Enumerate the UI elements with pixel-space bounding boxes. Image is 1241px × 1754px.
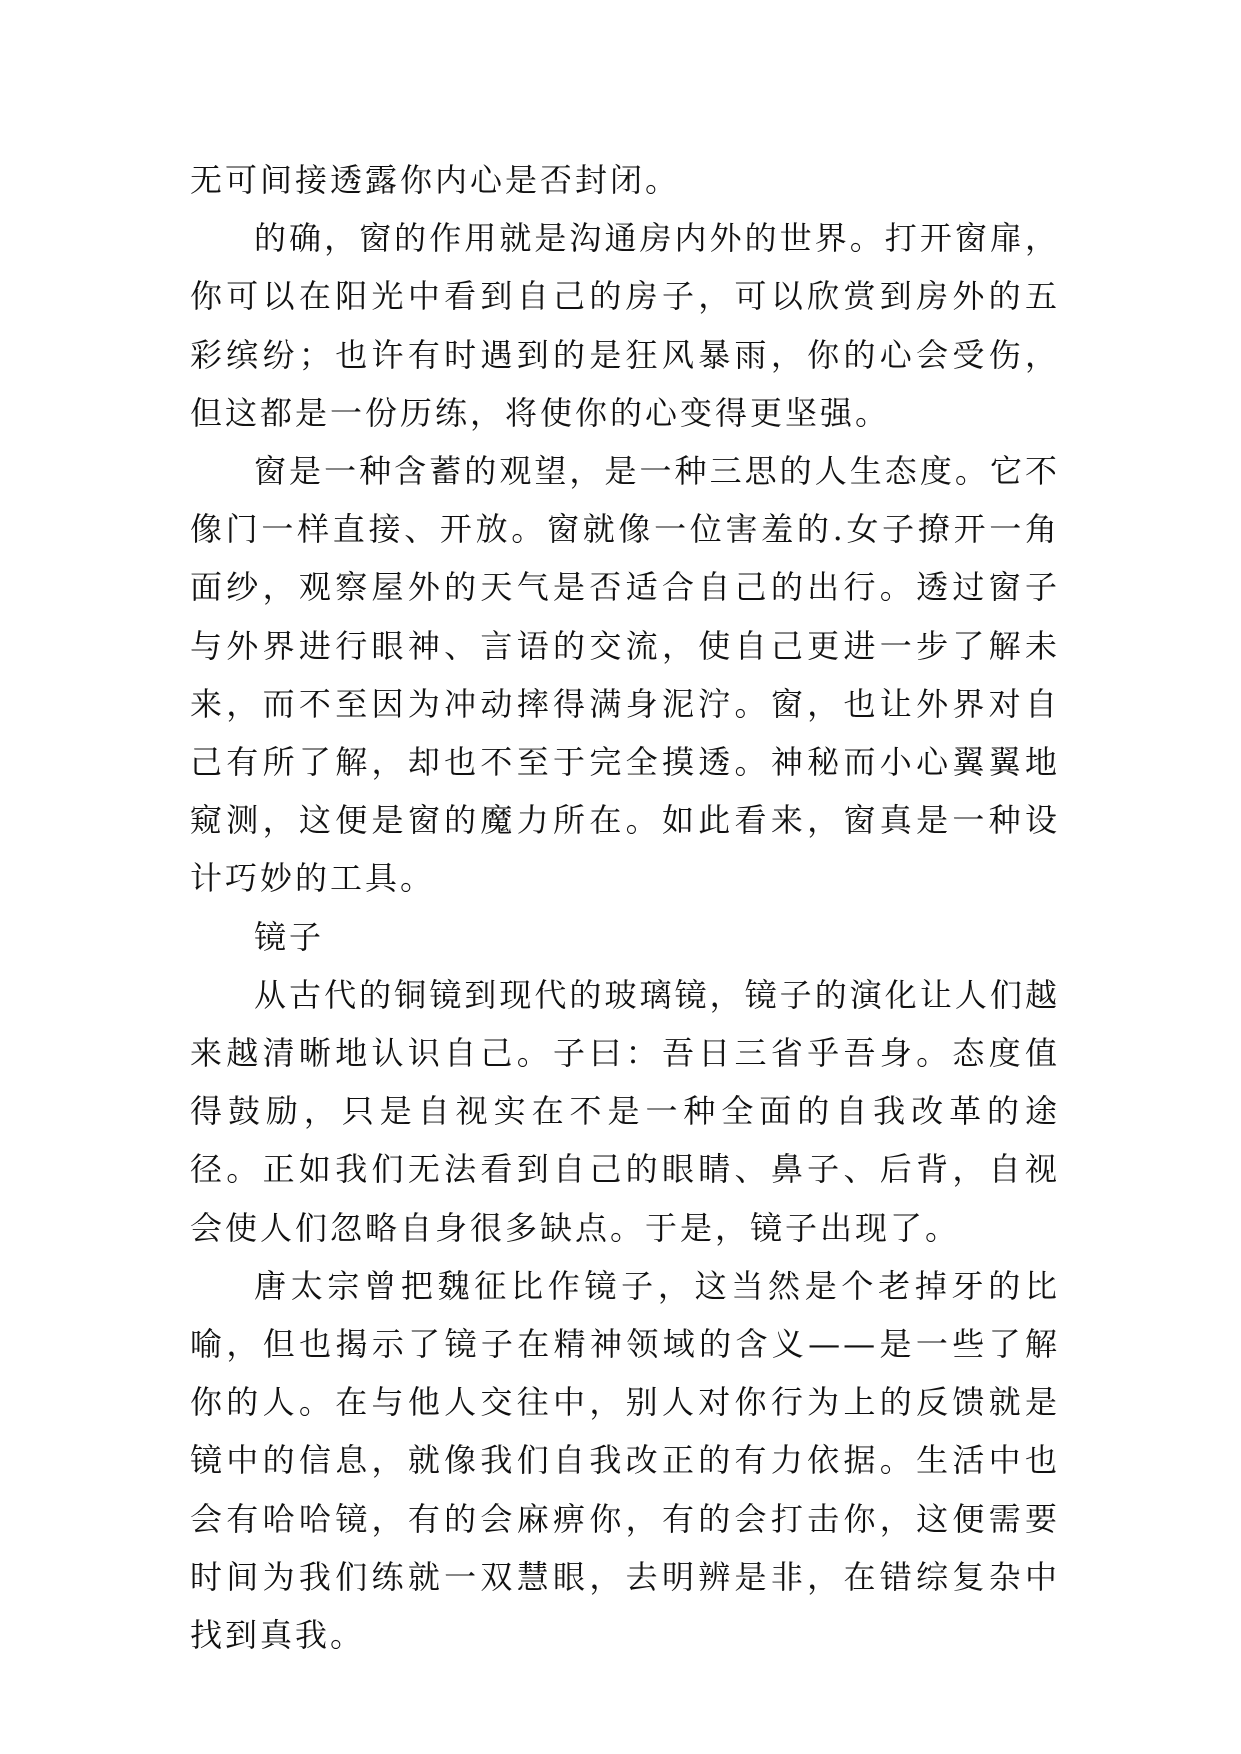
section-heading-mirror: 镜子 [254,917,325,956]
paragraph-mirror-metaphor: 唐太宗曾把魏征比作镜子，这当然是个老掉牙的比喻，但也揭示了镜子在精神领域的含义——是一些了解你的人。在与他人交往中，别人对你行为上的反馈就是镜中的信息，就像我们自我改正的有力依据。生活中也会有哈哈镜，有的会麻痹你，有的会打击你，这便需要时间为我们练就一双慧眼，去明辨是非，在错综复杂中找到真我。 [190,1266,1060,1655]
paragraph-window-attitude: 窗是一种含蓄的观望，是一种三思的人生态度。它不像门一样直接、开放。窗就像一位害羞的.女子撩开一角面纱，观察屋外的天气是否适合自己的出行。透过窗子与外界进行眼神、言语的交流，使自己更进一步了解未来，而不至因为冲动摔得满身泥泞。窗，也让外界对自己有所了解，却也不至于完全摸透。神秘而小心翼翼地窥测，这便是窗的魔力所在。如此看来，窗真是一种设计巧妙的工具。 [190,452,1060,898]
document-body [190,151,1060,1664]
paragraph-mirror-history: 从古代的铜镜到现代的玻璃镜，镜子的演化让人们越来越清晰地认识自己。子曰：吾日三省乎吾身。态度值得鼓励，只是自视实在不是一种全面的自我改革的途径。正如我们无法看到自己的眼睛、鼻子、后背，自视会使人们忽略自身很多缺点。于是，镜子出现了。 [190,975,1060,1247]
paragraph-continuation: 无可间接透露你内心是否封闭。 [190,161,681,199]
paragraph-window-function: 的确，窗的作用就是沟通房内外的世界。打开窗扉，你可以在阳光中看到自己的房子，可以欣赏到房外的五彩缤纷；也许有时遇到的是狂风暴雨，你的心会受伤，但这都是一份历练，将使你的心变得更坚强。 [190,219,1060,432]
